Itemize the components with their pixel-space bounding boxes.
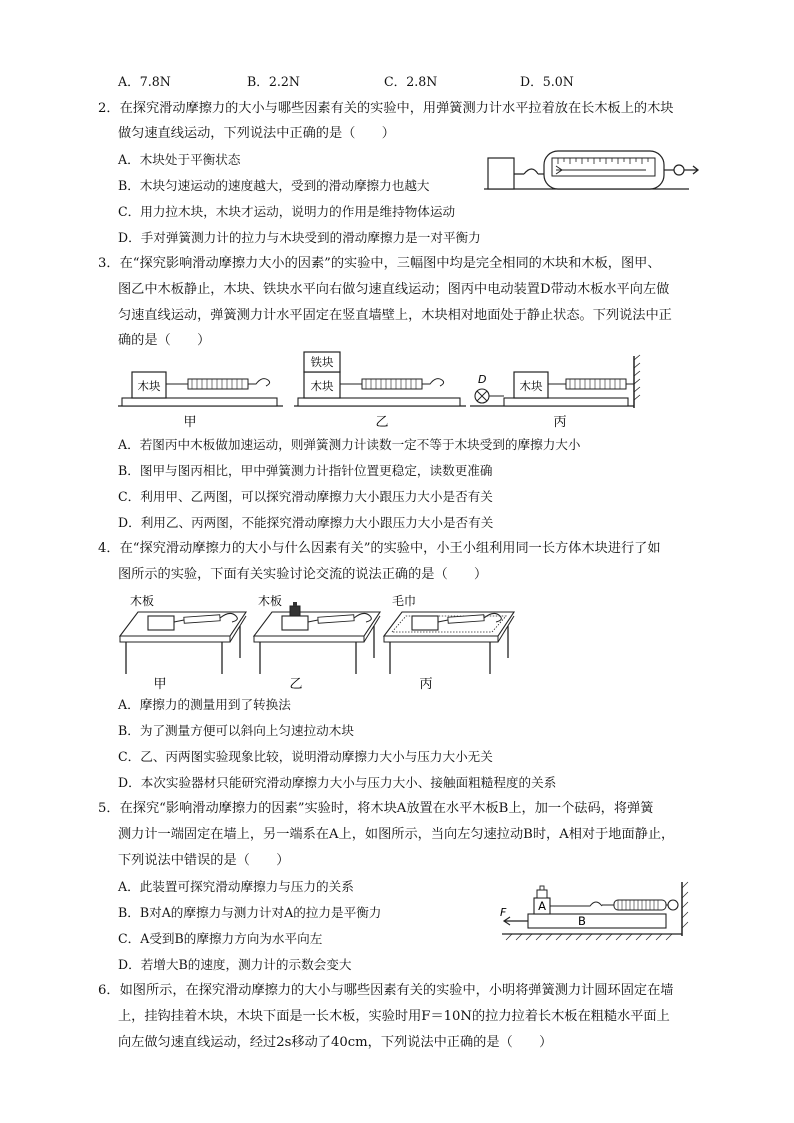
q3-jia-block-label: 木块: [137, 379, 161, 393]
q3-motor-label: D: [478, 373, 487, 386]
q5-option-c: C．A受到B的摩擦力方向为水平向左: [118, 931, 323, 946]
q3-option-a: A．若图丙中木板做加速运动，则弹簧测力计读数一定不等于木块受到的摩擦力大小: [118, 437, 581, 452]
q3-yi-iron-label: 铁块: [310, 355, 334, 369]
q6-stem-line3: 向左做匀速直线运动，经过2s移动了40cm，下列说法中正确的是（ ）: [118, 1035, 553, 1050]
q5-label-a: A: [538, 899, 546, 913]
q6-stem-line1: 6．如图所示，在探究滑动摩擦力的大小与哪些因素有关的实验中，小明将弹簧测力计圆环固定在墙: [98, 983, 674, 998]
q2-option-c: C．用力拉木块，木块才运动，说明力的作用是维持物体运动: [118, 204, 456, 219]
q4-option-b: B．为了测量方便可以斜向上匀速拉动木块: [118, 723, 354, 738]
q5-figure: [496, 878, 691, 940]
q4-figure: [118, 588, 528, 692]
q4-option-a: A．摩擦力的测量用到了转换法: [118, 697, 291, 712]
q5-option-d: D．若增大B的速度，测力计的示数会变大: [118, 957, 352, 972]
q1-option-c: C．2.8N: [384, 74, 438, 89]
q3-bing-block-label: 木块: [519, 379, 543, 393]
q4-stem-line2: 图所示的实验，下面有关实验讨论交流的说法正确的是（ ）: [118, 567, 488, 582]
q3-fig-jia: [118, 372, 283, 406]
q4-fig-jia: [120, 593, 246, 674]
q3-caption-jia: 甲: [183, 415, 197, 430]
q2-stem-line1: 2．在探究滑动摩擦力的大小与哪些因素有关的实验中，用弹簧测力计水平拉着放在长木板上的木块: [98, 101, 674, 116]
q4-caption-yi: 乙: [289, 677, 303, 692]
q3-stem-line3: 匀速直线运动，弹簧测力计水平固定在竖直墙壁上，木块相对地面处于静止状态。下列说法中正: [118, 308, 672, 323]
q4-jia-surface-label: 木板: [130, 594, 155, 608]
q3-caption-bing: 丙: [553, 415, 567, 430]
q3-caption-yi: 乙: [375, 415, 389, 430]
q4-yi-surface-label: 木板: [258, 594, 283, 608]
q3-yi-block-label: 木块: [310, 379, 334, 393]
q5-label-f: F: [500, 906, 507, 919]
q5-stem-line3: 下列说法中错误的是（ ）: [118, 853, 290, 868]
q4-stem-line1: 4．在“探究滑动摩擦力的大小与什么因素有关”的实验中，小王小组利用同一长方体木块进行了如: [98, 541, 661, 556]
q4-bing-surface-label: 毛巾: [392, 594, 417, 608]
q5-option-a: A．此装置可探究滑动摩擦力与压力的关系: [118, 879, 354, 894]
q5-label-b: B: [578, 914, 586, 928]
q3-fig-yi: [294, 352, 466, 406]
q1-option-a: A．7.8N: [118, 74, 171, 89]
q4-caption-jia: 甲: [153, 677, 167, 692]
q5-stem-line1: 5．在探究“影响滑动摩擦力的因素”实验时，将木块A放置在水平木板B上，加一个砝码，将弹簧: [98, 801, 654, 816]
q1-option-b: B．2.2N: [247, 74, 300, 89]
q2-stem-line2: 做匀速直线运动，下列说法中正确的是（ ）: [118, 126, 395, 141]
q2-option-a: A．木块处于平衡状态: [118, 152, 241, 167]
q2-figure: [484, 144, 704, 192]
q2-option-b: B．木块匀速运动的速度越大，受到的滑动摩擦力也越大: [118, 178, 430, 193]
q4-option-d: D．本次实验器材只能研究滑动摩擦力大小与压力大小、接触面粗糙程度的关系: [118, 775, 557, 790]
q3-stem-line2: 图乙中木板静止，木块、铁块水平向右做匀速直线运动；图丙中电动装置D带动木板水平向左做: [118, 282, 670, 297]
q4-fig-yi: [254, 593, 380, 674]
q2-option-d: D．手对弹簧测力计的拉力与木块受到的滑动摩擦力是一对平衡力: [118, 230, 481, 245]
q3-figure: [118, 350, 648, 432]
q3-option-c: C．利用甲、乙两图，可以探究滑动摩擦力大小跟压力大小是否有关: [118, 489, 493, 504]
q3-stem-line1: 3．在“探究影响滑动摩擦力大小的因素”的实验中，三幅图中均是完全相同的木块和木板，图甲、: [98, 256, 661, 271]
q3-fig-bing: [470, 355, 640, 408]
q4-option-c: C．乙、丙两图实验现象比较，说明滑动摩擦力大小与压力大小无关: [118, 749, 493, 764]
q1-option-d: D．5.0N: [520, 74, 574, 89]
q5-stem-line2: 测力计一端固定在墙上，另一端系在A上，如图所示，当向左匀速拉动B时，A相对于地面静止，: [118, 827, 675, 842]
q3-option-b: B．图甲与图丙相比，甲中弹簧测力计指针位置更稳定，读数更准确: [118, 463, 493, 478]
q3-stem-line4: 确的是（ ）: [118, 333, 211, 348]
q6-stem-line2: 上，挂钩挂着木块，木块下面是一长木板，实验时用F＝10N的拉力拉着长木板在粗糙水平面上: [118, 1009, 670, 1024]
q3-option-d: D．利用乙、丙两图，不能探究滑动摩擦力大小跟压力大小是否有关: [118, 515, 494, 530]
q4-caption-bing: 丙: [419, 677, 433, 692]
q5-option-b: B．B对A的摩擦力与测力计对A的拉力是平衡力: [118, 905, 382, 920]
q4-fig-bing: [384, 593, 514, 674]
